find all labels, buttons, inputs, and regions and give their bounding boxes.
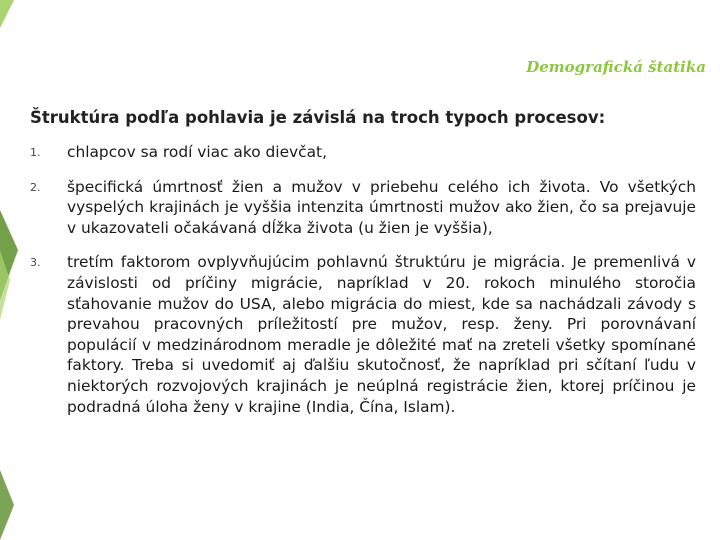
list-item: [30, 177, 696, 239]
list-item-number: 3.: [30, 256, 41, 270]
process-list: [30, 142, 696, 431]
decorative-triangles: [0, 0, 30, 540]
list-item-text: chlapcov sa rodí viac ako dievčat,: [67, 143, 327, 161]
deco-triangle-bottom: [0, 470, 14, 540]
slide-header-title: Demografická štatika: [526, 58, 706, 76]
list-item-number: 2.: [30, 180, 41, 194]
list-item-text: tretím faktorom ovplyvňujúcim pohlavnú štruktúru je migrácia. Je premenlivá v závislosti od príčiny migrácie, napríklad v 20. rokoch minulého storočia sťahovanie mužov do USA, alebo migrácia do miest, kde sa nachádzali závody s prevahou pracovných príležitostí pre mužov, resp. ženy. Pri porovnávaní populácií v medzinárodnom meradle je dôležité mať na zreteli všetky spomínané faktory. Treba si uvedomiť aj ďalšiu skutočnosť, že napríklad pri sčítaní ľudu v niektorých rozvojových krajinách je neúplná registrácie žien, ktorej príčinou je podradná úloha ženy v krajine (India, Čína, Islam).: [67, 253, 696, 416]
deco-triangle-top: [0, 0, 14, 28]
list-item-number: 1.: [30, 146, 41, 159]
list-item: [30, 142, 696, 163]
slide-heading: Štruktúra podľa pohlavia je závislá na troch typoch procesov:: [30, 108, 606, 127]
list-item: [30, 252, 696, 417]
list-item-text: špecifická úmrtnosť žien a mužov v priebehu celého ich života. Vo všetkých vyspelých krajinách je vyššia intenzita úmrtnosti mužov ako žien, čo sa prejavuje v ukazovateli očakávaná dĺžka života (u žien je vyššia),: [67, 177, 696, 237]
